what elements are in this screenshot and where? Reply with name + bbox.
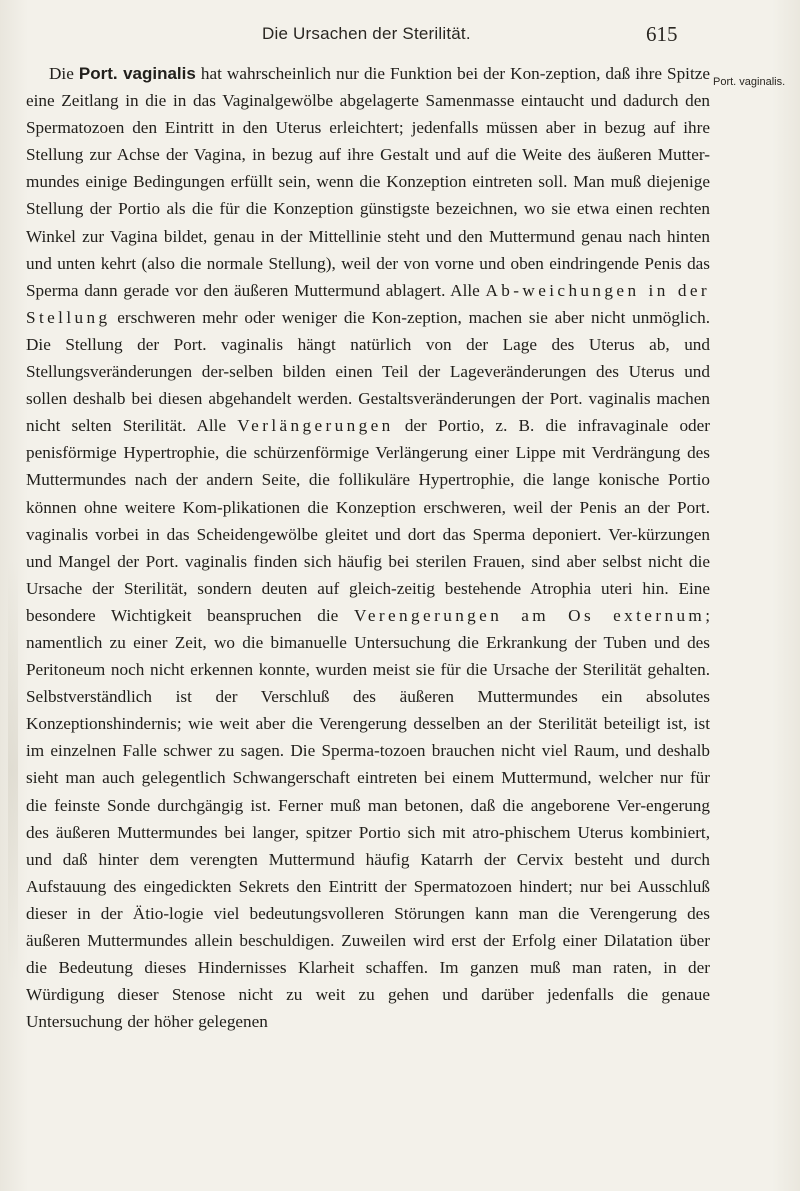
text-run: Die	[49, 64, 79, 83]
spaced-emphasis: Verengerungen am Os externum	[353, 605, 706, 625]
text-run: der Portio, z. B. die infravaginale oder penisförmige Hypertrophie, die schürzenförmige Verlängerung einer Lippe mit Verdrängung des Muttermundes nach der andern Seite, die follikuläre Hypertrophie, die lange konische Portio können ohne weitere Kom-plikationen die Konzeption erschweren, weil der Penis an der Port. vaginalis vorbei in das Scheidengewölbe gleitet und dort das Sperma deponiert. Ver-kürzungen und Mangel der Port. vaginalis finden sich häufig bei sterilen Frauen, sind aber selbst nicht die Ursache der Sterilität, sondern deuten auf gleich-zeitig bestehende Atrophia uteri hin. Eine besondere Wichtigkeit beanspruchen die	[26, 416, 710, 625]
running-head	[0, 14, 800, 54]
emphasized-term: Port. vaginalis	[78, 64, 196, 83]
text-run: erschweren mehr oder weniger die Kon-zeption, machen sie aber nicht unmöglich. Die Stellung der Port. vaginalis hängt natürlich von der Lage des Uterus ab, und Stellungsveränderungen der-selben bilden einen Teil der Lageveränderungen des Uterus und sollen deshalb bei diesen abgehandelt werden. Gestaltsveränderungen der Port. vaginalis machen nicht selten Sterilität. Alle	[26, 307, 710, 436]
spaced-emphasis: Ab-weichungen in der Stellung	[26, 280, 710, 327]
running-title: Die Ursachen der Sterilität.	[262, 24, 471, 43]
spaced-emphasis: Verlängerungen	[237, 416, 394, 436]
margin-note: Port. vaginalis.	[713, 76, 786, 88]
text-run: ; namentlich zu einer Zeit, wo die bimanuelle Untersuchung die Erkrankung der Tuben und des Peritoneum noch nicht erkennen konnte, wurden meist sie für die Ursache der Sterilität gehalten. Selbstverständlich ist der Verschluß des äußeren Muttermundes ein absolutes Konzeptionshindernis; wie weit aber die Verengerung desselben an der Sterilität beteiligt ist, ist im einzelnen Falle schwer zu sagen. Die Sperma-tozoen brauchen nicht viel Raum, und deshalb sieht man auch gelegentlich Schwangerschaft eintreten bei einem Muttermund, welcher nur für die feinste Sonde durchgängig ist. Ferner muß man betonen, daß die angeborene Ver-engerung des äußeren Muttermundes bei langer, spitzer Portio sich mit atro-phischem Uterus kombiniert, und daß hinter dem verengten Muttermund häufig Katarrh der Cervix besteht und durch Aufstauung des eingedickten Sekrets den Eintritt der Spermatozoen hindert; nur bei Ausschluß dieser in der Ätio-logie viel bedeutungsvolleren Störungen kann man die Verengerung des äußeren Muttermundes allein beschuldigen. Zuweilen wird erst der Erfolg einer Dilatation über die Bedeutung dieses Hindernisses Klarheit schaffen. Im ganzen muß man raten, in der Würdigung dieser Stenose nicht zu weit zu gehen und darüber jedenfalls die genaue Untersuchung der höher gelegenen	[26, 605, 710, 1032]
body-paragraph	[26, 60, 710, 1035]
scan-stain	[8, 560, 18, 980]
page-number: 615	[646, 22, 678, 46]
text-run: hat wahrscheinlich nur die Funktion bei der Kon-zeption, daß ihre Spitze eine Zeitlang in die in das Vaginalgewölbe abgelagerte Samenmasse eintaucht und dadurch den Spermatozoen den Eintritt in den Uterus erleichtert; jedenfalls müssen aber in bezug auf ihre Stellung zur Achse der Vagina, in bezug auf ihre Gestalt und auf die Weite des äußeren Mutter-mundes einige Bedingungen erfüllt sein, wenn die Konzeption eintreten soll. Man muß diejenige Stellung der Portio als die für die Konzeption günstigste bezeichnen, wo sie etwa einen rechten Winkel zur Vagina bildet, genau in der Mittellinie steht und den Muttermund genau nach hinten und unten kehrt (also die normale Stellung), weil der von vorne und oben eindringende Penis das Sperma dann gerade vor den äußeren Muttermund ablagert. Alle	[26, 64, 710, 300]
